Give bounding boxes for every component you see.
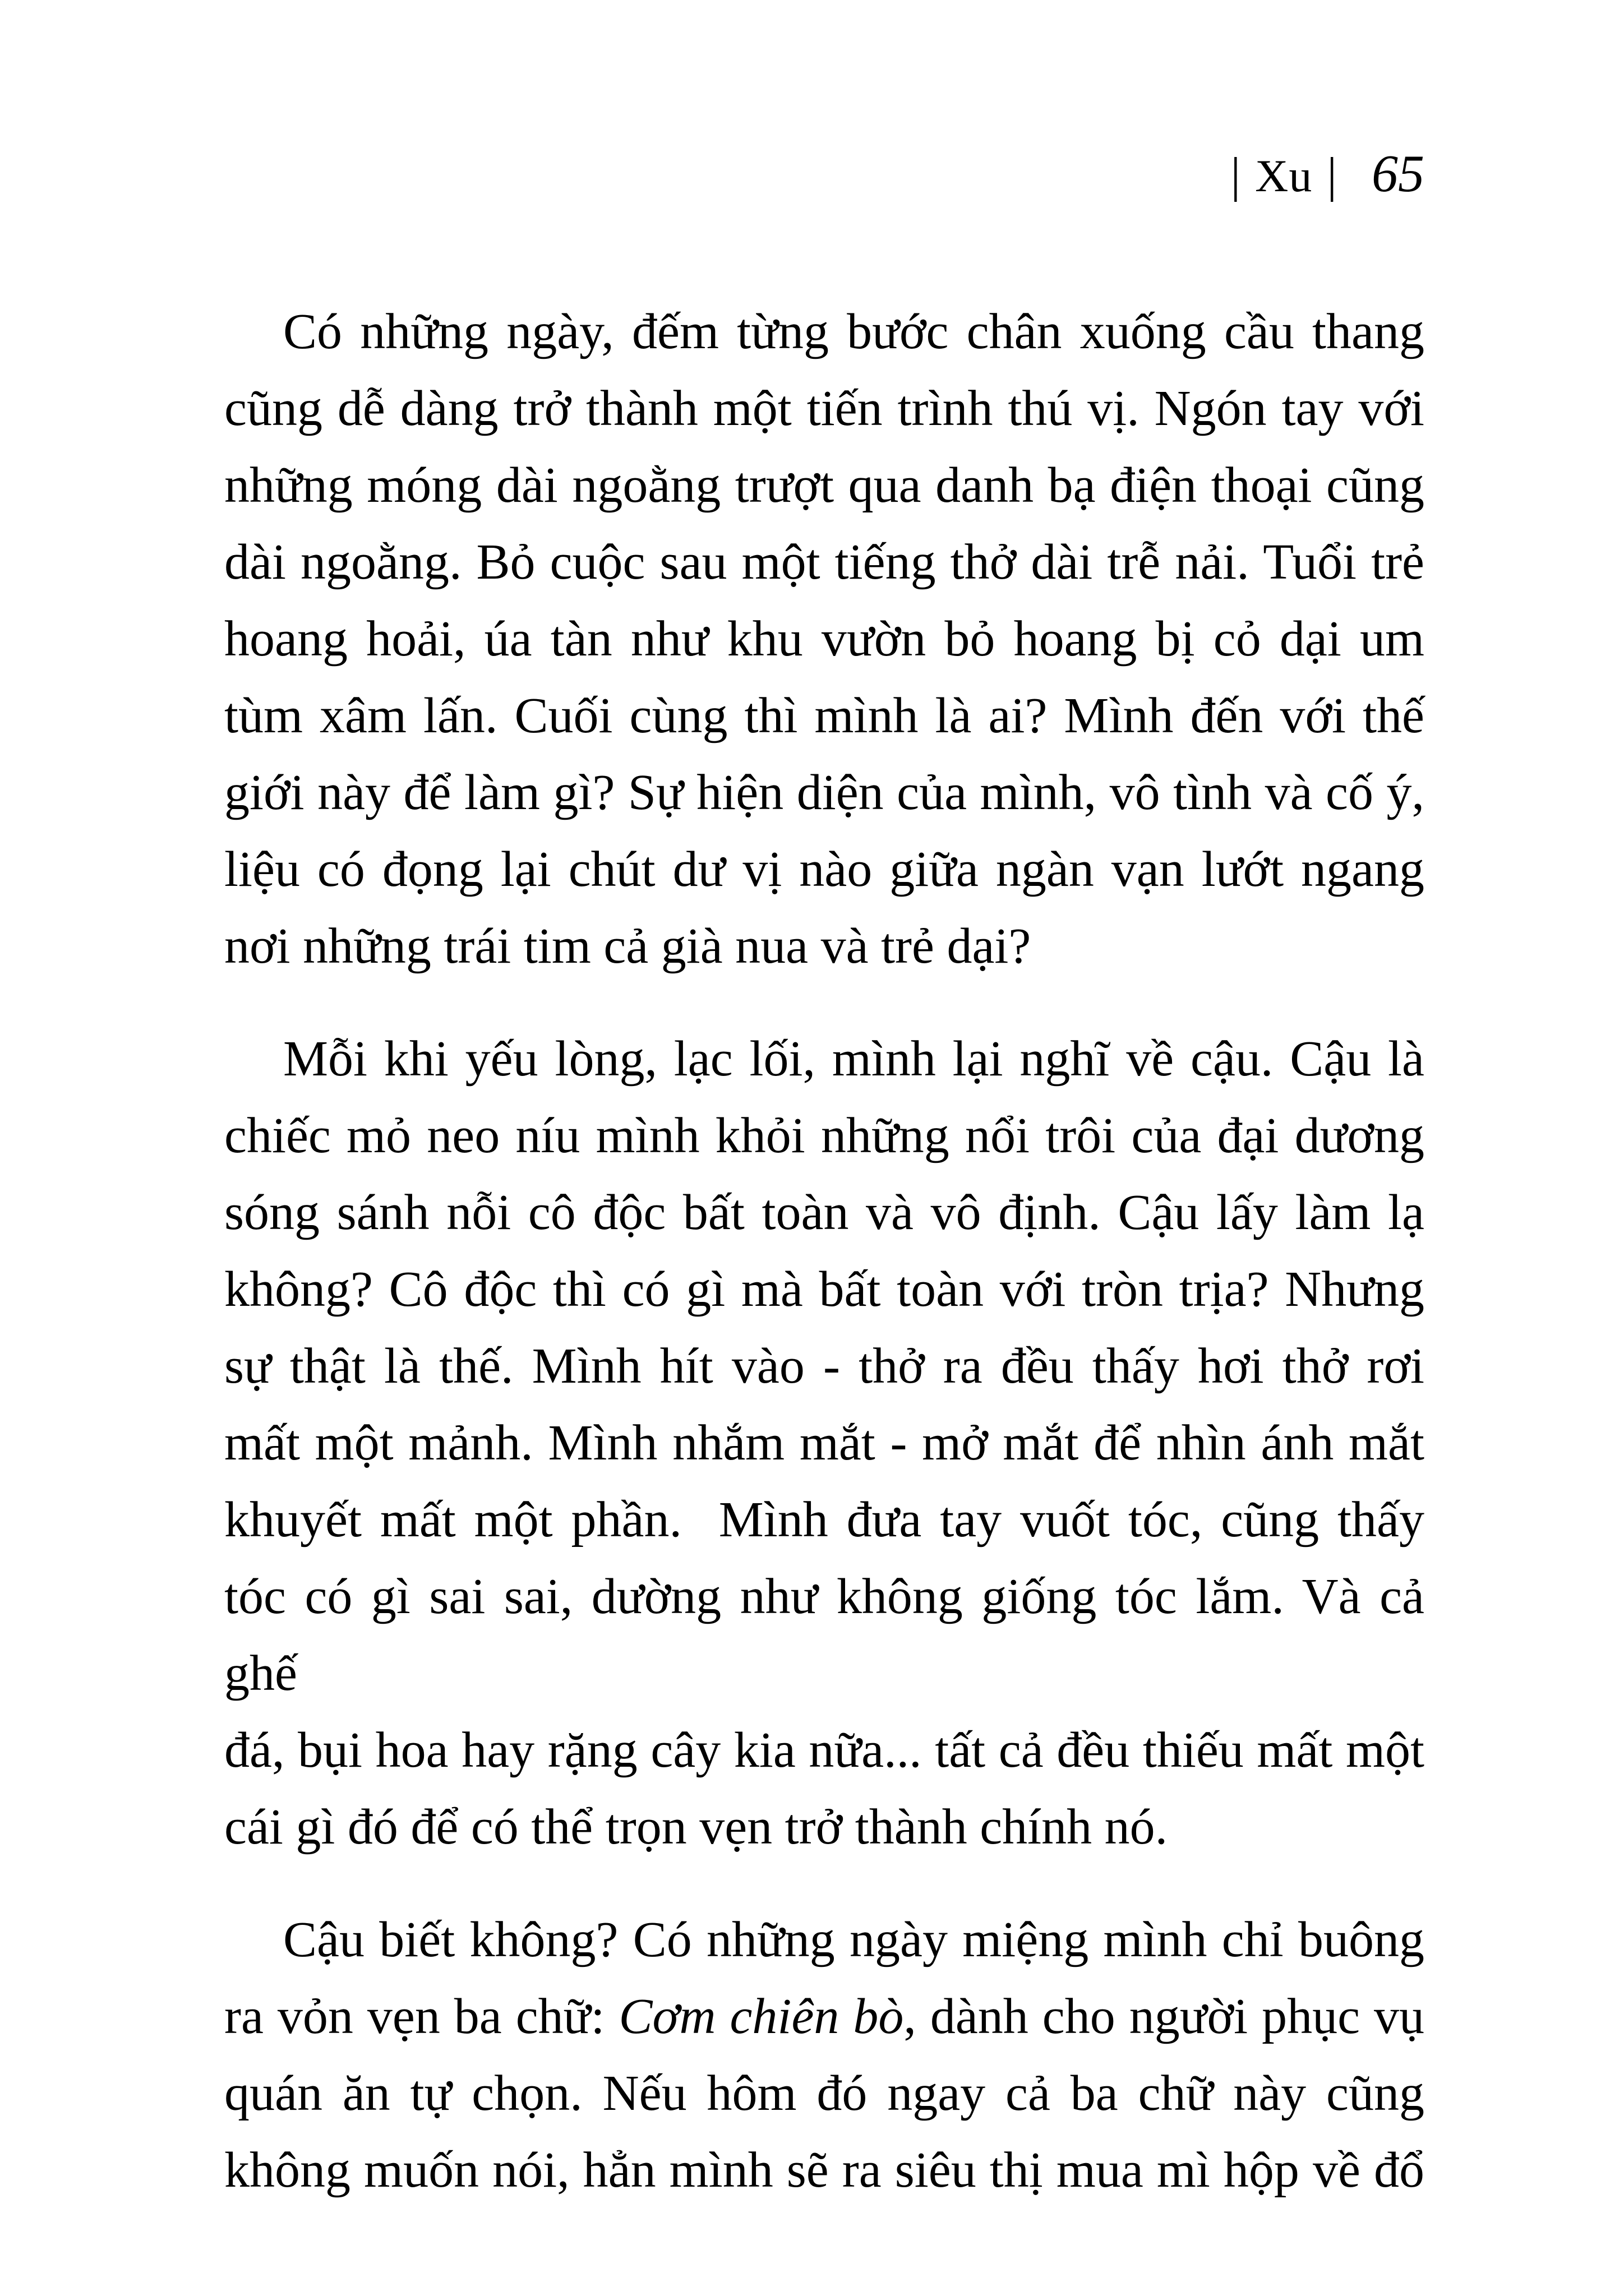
body-text (224, 293, 1424, 2244)
text-line (224, 754, 1424, 831)
text-segment: liệu có đọng lại chút dư vị nào giữa ngàn vạn lướt ngang (224, 842, 1424, 897)
text-segment: tùm xâm lấn. Cuối cùng thì mình là ai? Mình đến với thế (224, 688, 1424, 743)
text-line (224, 370, 1424, 447)
text-segment: sự thật là thế. Mình hít vào - thở ra đều thấy hơi thở rơi (224, 1338, 1424, 1394)
text-segment: nơi những trái tim cả già nua và trẻ dại? (224, 918, 1031, 974)
text-segment: dài ngoằng. Bỏ cuộc sau một tiếng thở dài trễ nải. Tuổi trẻ (224, 534, 1424, 590)
text-line (224, 1174, 1424, 1251)
paragraph-3 (224, 1901, 1424, 2209)
running-title: Xu (1255, 150, 1313, 201)
text-segment: Có những ngày, đếm từng bước chân xuống cầu thang (283, 304, 1424, 359)
text-line (224, 447, 1424, 524)
text-segment: ra vỏn vẹn ba chữ: (224, 1989, 619, 2044)
text-segment: sóng sánh nỗi cô độc bất toàn và vô định. Cậu lấy làm lạ (224, 1185, 1424, 1240)
text-segment: tóc có gì sai sai, dường như không giống tóc lắm. Và cả ghế (224, 1569, 1424, 1701)
text-line (224, 1978, 1424, 2055)
text-line (224, 293, 1424, 370)
text-segment: , dành cho người phục vụ (903, 1989, 1424, 2044)
text-line (224, 908, 1424, 985)
text-line (224, 524, 1424, 600)
text-line (224, 677, 1424, 754)
paragraph-2 (224, 1020, 1424, 1865)
text-line (224, 1097, 1424, 1174)
text-segment: cái gì đó để có thể trọn vẹn trở thành chính nó. (224, 1799, 1168, 1855)
paragraph-1 (224, 293, 1424, 985)
text-segment: Cậu biết không? Có những ngày miệng mình chỉ buông (283, 1912, 1424, 1967)
text-line (224, 831, 1424, 908)
header-separator-left: | (1230, 148, 1241, 202)
text-segment: khuyết mất một phần. Mình đưa tay vuốt tóc, cũng thấy (224, 1492, 1424, 1547)
text-segment: mất một mảnh. Mình nhắm mắt - mở mắt để nhìn ánh mắt (224, 1415, 1424, 1471)
text-segment: những móng dài ngoằng trượt qua danh bạ điện thoại cũng (224, 458, 1424, 513)
text-line (224, 600, 1424, 677)
text-line (224, 1789, 1424, 1865)
text-segment: quán ăn tự chọn. Nếu hôm đó ngay cả ba chữ này cũng (224, 2066, 1424, 2121)
text-line (224, 1020, 1424, 1097)
text-segment: chiếc mỏ neo níu mình khỏi những nổi trôi của đại dương (224, 1108, 1424, 1163)
page-number: 65 (1372, 145, 1424, 203)
text-line (224, 2132, 1424, 2209)
text-line (224, 1558, 1424, 1712)
text-line (224, 1328, 1424, 1405)
italic-phrase: Cơm chiên bò (619, 1989, 904, 2044)
header-separator-right: | (1327, 148, 1337, 202)
text-line (224, 1901, 1424, 1978)
text-segment: không muốn nói, hẳn mình sẽ ra siêu thị mua mì hộp về đổ (224, 2142, 1424, 2198)
text-line (224, 1481, 1424, 1558)
text-segment: không? Cô độc thì có gì mà bất toàn với tròn trịa? Nhưng (224, 1262, 1424, 1317)
page-header (224, 143, 1424, 220)
text-segment: giới này để làm gì? Sự hiện diện của mình, vô tình và cố ý, (224, 765, 1424, 820)
text-line (224, 1405, 1424, 1481)
text-segment: Mỗi khi yếu lòng, lạc lối, mình lại nghĩ về cậu. Cậu là (283, 1031, 1424, 1087)
text-segment: cũng dễ dàng trở thành một tiến trình thú vị. Ngón tay với (224, 381, 1424, 436)
text-segment: đá, bụi hoa hay rặng cây kia nữa... tất cả đều thiếu mất một (224, 1722, 1424, 1778)
text-line (224, 2055, 1424, 2132)
text-line (224, 1712, 1424, 1789)
text-line (224, 1251, 1424, 1328)
text-segment: hoang hoải, úa tàn như khu vườn bỏ hoang bị cỏ dại um (224, 611, 1424, 667)
